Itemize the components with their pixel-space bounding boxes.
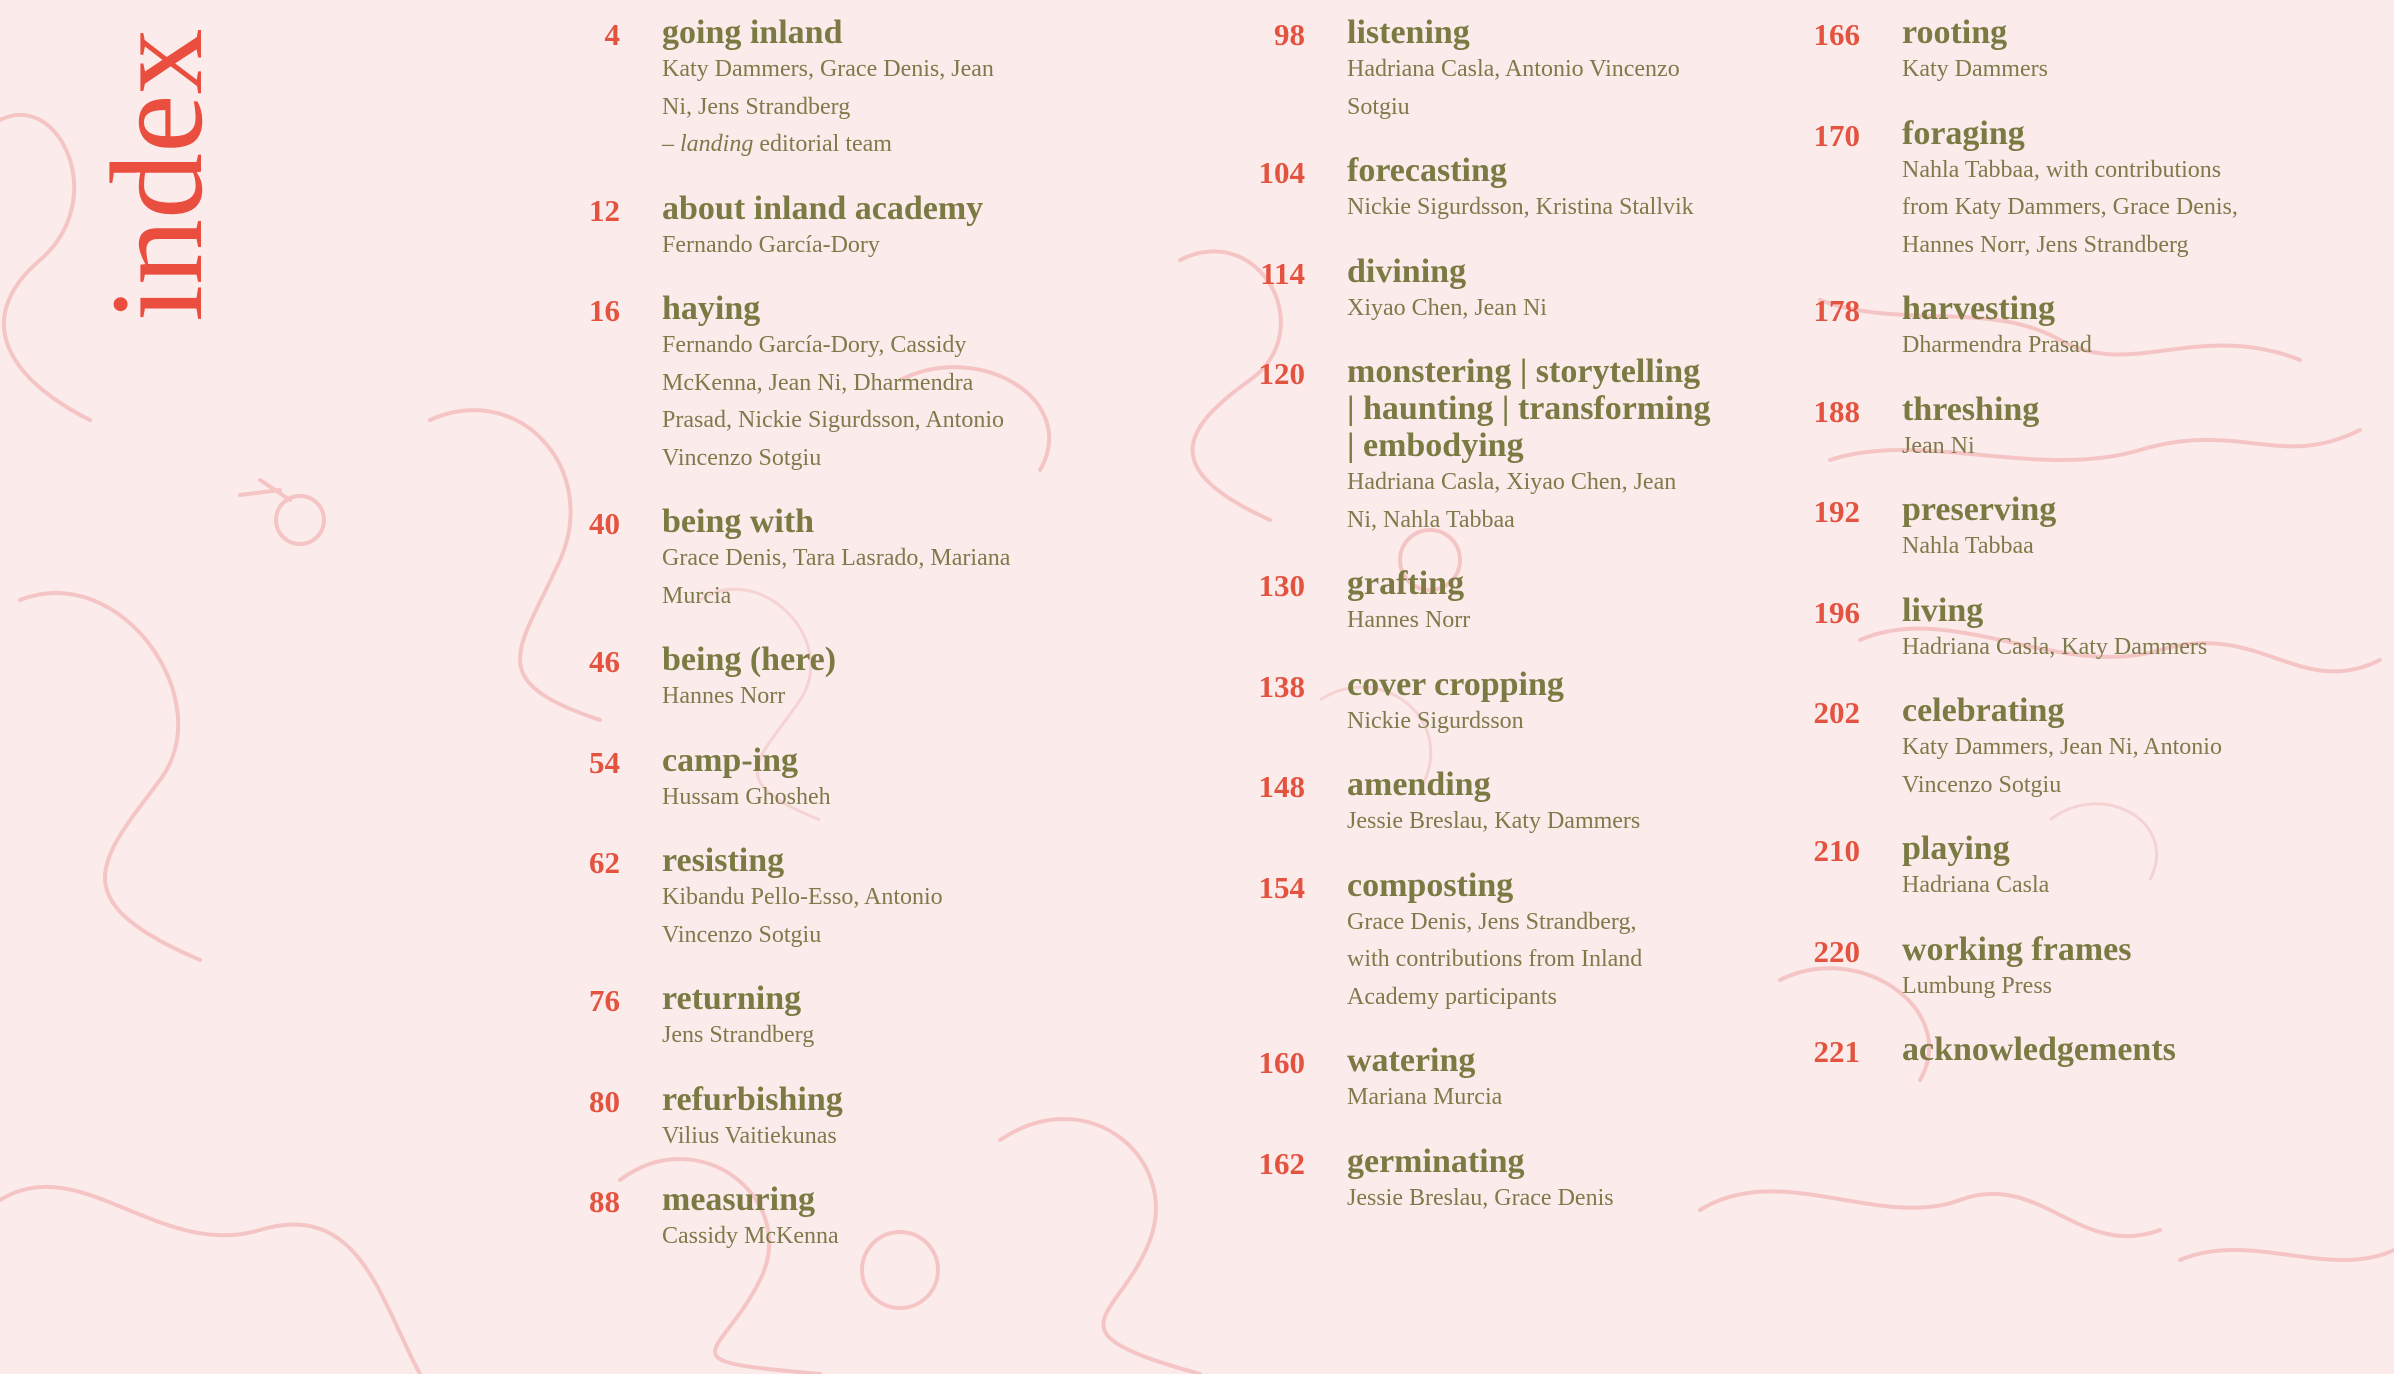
entry-authors: Kibandu Pello-Esso, Antonio bbox=[662, 884, 943, 910]
index-entry[interactable] bbox=[1245, 766, 1765, 841]
index-entry[interactable] bbox=[560, 190, 1080, 265]
entry-authors: Hannes Norr bbox=[662, 683, 786, 709]
entry-title: forecasting bbox=[1347, 152, 1507, 189]
page-number: 12 bbox=[589, 192, 620, 228]
page-number: 192 bbox=[1813, 494, 1860, 529]
page-number: 88 bbox=[589, 1184, 620, 1219]
entry-authors: Jens Strandberg bbox=[662, 1022, 815, 1048]
entry-authors: Hussam Ghosheh bbox=[662, 783, 831, 810]
entry-title: foraging bbox=[1902, 114, 2025, 152]
entry-authors: Xiyao Chen, Jean Ni bbox=[1347, 294, 1547, 321]
entry-title: rooting bbox=[1902, 14, 2008, 51]
entry-title: divining bbox=[1347, 252, 1467, 290]
index-entry[interactable] bbox=[1245, 152, 1765, 227]
index-entry[interactable] bbox=[1245, 867, 1765, 1017]
index-entry[interactable] bbox=[1245, 353, 1765, 539]
entry-authors: Vilius Vaitiekunas bbox=[662, 1122, 837, 1149]
page-number: 16 bbox=[589, 293, 620, 328]
credit-italic: landing bbox=[680, 131, 754, 157]
page-number: 138 bbox=[1258, 668, 1305, 704]
entry-title: refurbishing bbox=[662, 1080, 843, 1118]
page-number: 130 bbox=[1258, 568, 1305, 603]
entry-authors: Ni, Jens Strandberg bbox=[662, 93, 851, 120]
entry-authors: Nahla Tabbaa bbox=[1902, 533, 2034, 559]
entry-authors: Vincenzo Sotgiu bbox=[662, 921, 822, 948]
entry-title: | embodying bbox=[1347, 427, 1524, 464]
page-number: 80 bbox=[589, 1083, 620, 1119]
index-entry[interactable] bbox=[560, 842, 1080, 954]
index-entry[interactable] bbox=[1800, 931, 2320, 1006]
page-number: 98 bbox=[1274, 17, 1305, 52]
index-entry[interactable] bbox=[560, 503, 1080, 615]
entry-title: acknowledgements bbox=[1902, 1031, 2176, 1068]
entry-title: monstering | storytelling bbox=[1347, 353, 1701, 390]
entry-authors: Hadriana Casla, Katy Dammers bbox=[1902, 633, 2208, 660]
entry-title: listening bbox=[1347, 14, 1470, 51]
index-entry[interactable] bbox=[560, 1181, 1080, 1256]
entry-authors: Dharmendra Prasad bbox=[1902, 332, 2092, 358]
index-entry[interactable] bbox=[1800, 1031, 2320, 1068]
index-entry[interactable] bbox=[560, 980, 1080, 1055]
entry-authors: Vincenzo Sotgiu bbox=[662, 444, 822, 471]
entry-title: going inland bbox=[662, 14, 843, 51]
entry-authors: Sotgiu bbox=[1347, 93, 1410, 120]
index-entry[interactable] bbox=[1800, 592, 2320, 667]
index-entry[interactable] bbox=[1800, 14, 2320, 89]
entry-title: being (here) bbox=[662, 641, 837, 678]
entry-authors: Vincenzo Sotgiu bbox=[1902, 771, 2062, 798]
page-number: 162 bbox=[1258, 1145, 1305, 1181]
entry-title: camp-ing bbox=[662, 741, 798, 779]
index-entry[interactable] bbox=[1800, 830, 2320, 905]
entry-authors: Katy Dammers, Jean Ni, Antonio bbox=[1902, 734, 2222, 760]
entry-authors: Ni, Nahla Tabbaa bbox=[1347, 506, 1515, 533]
entry-authors: Katy Dammers bbox=[1902, 56, 2048, 82]
page-number: 166 bbox=[1813, 17, 1860, 52]
index-entry[interactable] bbox=[1800, 491, 2320, 566]
index-entry[interactable] bbox=[560, 742, 1080, 817]
index-entry[interactable] bbox=[1800, 391, 2320, 466]
entry-authors: Fernando García-Dory, Cassidy bbox=[662, 332, 967, 358]
entry-authors: Murcia bbox=[662, 582, 732, 609]
index-column-2 bbox=[1245, 14, 1765, 1243]
entry-title: celebrating bbox=[1902, 692, 2065, 729]
entry-authors: Nickie Sigurdsson bbox=[1347, 707, 1524, 734]
entry-authors: Nahla Tabbaa, with contributions bbox=[1902, 156, 2222, 183]
index-column-1 bbox=[560, 14, 1080, 1282]
entry-title: composting bbox=[1347, 866, 1514, 904]
entry-authors: Jessie Breslau, Katy Dammers bbox=[1347, 808, 1641, 834]
entry-credit bbox=[662, 126, 1080, 164]
entry-authors: Prasad, Nickie Sigurdsson, Antonio bbox=[662, 407, 1004, 433]
entry-authors: Lumbung Press bbox=[1902, 972, 2052, 999]
entry-authors: Grace Denis, Tara Lasrado, Mariana bbox=[662, 545, 1011, 571]
entry-authors: Hadriana Casla, Xiyao Chen, Jean bbox=[1347, 469, 1677, 495]
page-number: 196 bbox=[1813, 594, 1860, 630]
index-heading bbox=[82, 10, 232, 340]
entry-title: grafting bbox=[1347, 565, 1465, 602]
entry-title: working frames bbox=[1902, 930, 2132, 968]
page-number: 46 bbox=[589, 644, 620, 679]
index-entry[interactable] bbox=[1245, 253, 1765, 328]
page-number: 221 bbox=[1813, 1034, 1860, 1069]
page-number: 160 bbox=[1258, 1045, 1305, 1080]
entry-title: resisting bbox=[662, 842, 785, 879]
page-number: 148 bbox=[1258, 769, 1305, 804]
index-entry[interactable] bbox=[1245, 666, 1765, 741]
page-number: 114 bbox=[1260, 255, 1305, 291]
index-entry[interactable] bbox=[1245, 1042, 1765, 1117]
entry-title: about inland academy bbox=[662, 189, 984, 227]
entry-authors: Jean Ni bbox=[1902, 432, 1975, 459]
entry-authors: Grace Denis, Jens Strandberg, bbox=[1347, 908, 1637, 935]
index-entry[interactable] bbox=[1245, 14, 1765, 126]
entry-authors: Hadriana Casla bbox=[1902, 872, 2050, 898]
entry-authors: Katy Dammers, Grace Denis, Jean bbox=[662, 56, 994, 82]
credit-suffix: editorial team bbox=[753, 131, 892, 157]
entry-authors: Hannes Norr bbox=[1347, 607, 1471, 633]
page-number: 4 bbox=[604, 17, 620, 52]
page-number: 202 bbox=[1813, 695, 1860, 730]
entry-title: harvesting bbox=[1902, 290, 2055, 327]
index-entry[interactable] bbox=[560, 1081, 1080, 1156]
index-entry[interactable] bbox=[1245, 1143, 1765, 1218]
page-number: 54 bbox=[589, 744, 620, 780]
page-number: 40 bbox=[589, 506, 620, 541]
page-number: 178 bbox=[1813, 293, 1860, 328]
entry-authors: Mariana Murcia bbox=[1347, 1084, 1503, 1110]
entry-authors: Jessie Breslau, Grace Denis bbox=[1347, 1184, 1614, 1211]
page-number: 170 bbox=[1813, 117, 1860, 153]
page-number: 104 bbox=[1258, 155, 1305, 190]
index-entry[interactable] bbox=[1800, 692, 2320, 804]
index-entry[interactable] bbox=[560, 290, 1080, 477]
entry-title: returning bbox=[662, 980, 802, 1017]
entry-title: amending bbox=[1347, 766, 1491, 803]
page-number: 220 bbox=[1813, 933, 1860, 969]
index-column-3 bbox=[1800, 14, 2320, 1094]
credit-prefix: – bbox=[662, 131, 680, 157]
index-entry[interactable] bbox=[1800, 290, 2320, 365]
entry-title: watering bbox=[1347, 1042, 1476, 1079]
entry-title: being with bbox=[662, 503, 815, 540]
entry-authors: Fernando García-Dory bbox=[662, 231, 880, 258]
page-number: 76 bbox=[589, 983, 620, 1018]
entry-authors: Hannes Norr, Jens Strandberg bbox=[1902, 231, 2189, 258]
index-entry[interactable] bbox=[560, 641, 1080, 716]
index-entry[interactable] bbox=[560, 14, 1080, 164]
entry-authors: Nickie Sigurdsson, Kristina Stallvik bbox=[1347, 194, 1694, 220]
entry-authors: McKenna, Jean Ni, Dharmendra bbox=[662, 369, 974, 396]
page-number: 210 bbox=[1813, 833, 1860, 868]
entry-title: playing bbox=[1902, 830, 2010, 867]
entry-title: measuring bbox=[662, 1181, 815, 1218]
index-entry[interactable] bbox=[1800, 115, 2320, 265]
entry-title: living bbox=[1902, 591, 1984, 629]
page-number: 120 bbox=[1258, 356, 1305, 391]
entry-title: preserving bbox=[1902, 491, 2057, 528]
page-number: 154 bbox=[1258, 869, 1305, 905]
entry-title: cover cropping bbox=[1347, 665, 1564, 703]
entry-title: threshing bbox=[1902, 390, 2040, 428]
entry-title: haying bbox=[662, 290, 761, 327]
page-number: 188 bbox=[1813, 393, 1860, 429]
entry-authors: from Katy Dammers, Grace Denis, bbox=[1902, 194, 2238, 220]
entry-authors: Academy participants bbox=[1347, 983, 1557, 1010]
entry-title: germinating bbox=[1347, 1142, 1525, 1180]
entry-authors: with contributions from Inland bbox=[1347, 946, 1643, 972]
index-entry[interactable] bbox=[1245, 565, 1765, 640]
entry-title: | haunting | transforming bbox=[1347, 390, 1711, 427]
entry-authors: Hadriana Casla, Antonio Vincenzo bbox=[1347, 56, 1680, 82]
entry-authors: Cassidy McKenna bbox=[662, 1223, 839, 1249]
index-heading-text: index bbox=[83, 28, 230, 322]
page-number: 62 bbox=[589, 845, 620, 880]
